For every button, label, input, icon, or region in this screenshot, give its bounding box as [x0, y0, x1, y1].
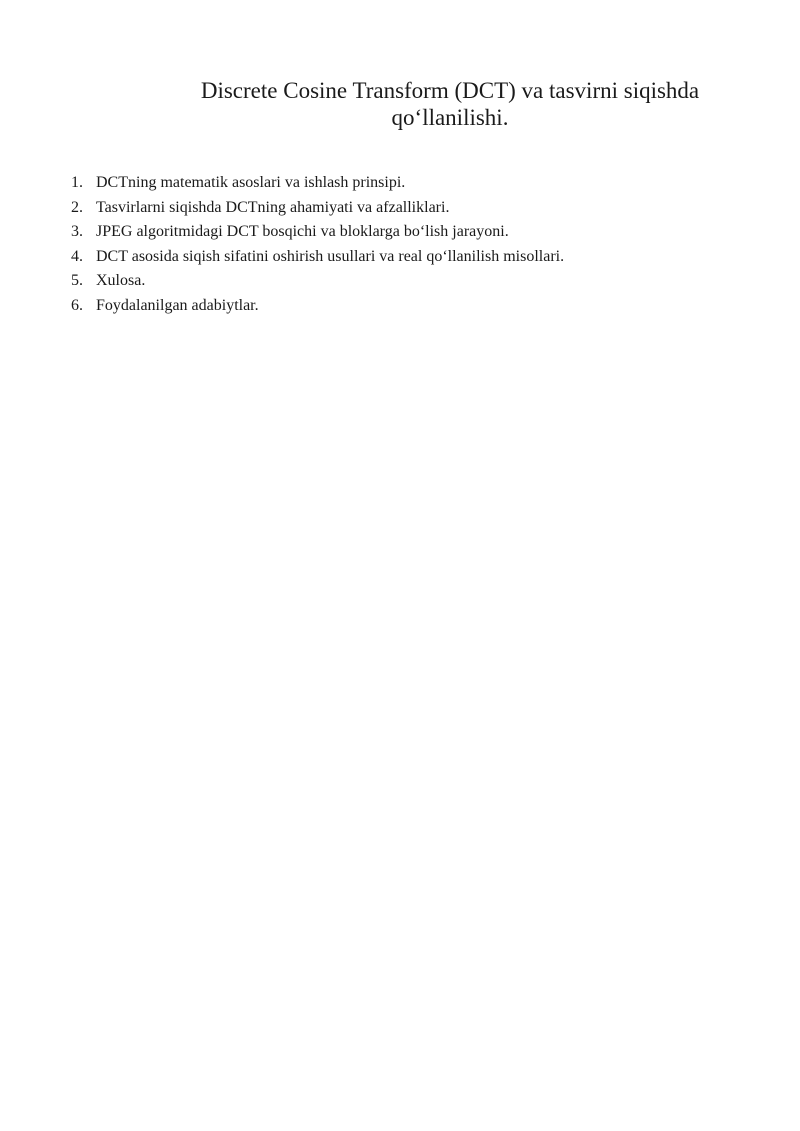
table-of-contents: [71, 171, 564, 319]
list-item-number: 6.: [71, 296, 83, 314]
list-item-text: DCT asosida siqish sifatini oshirish usullari va real qo‘llanilish misollari.: [96, 247, 565, 265]
list-item: [71, 196, 564, 221]
list-item: [71, 269, 564, 294]
list-item: [71, 171, 564, 196]
list-item-text: JPEG algoritmidagi DCT bosqichi va bloklarga bo‘lish jarayoni.: [96, 223, 509, 241]
list-item: [71, 245, 564, 270]
title-line-1: Discrete Cosine Transform (DCT) va tasvirni siqishda: [200, 78, 700, 103]
list-item-text: Foydalanilgan adabiytlar.: [96, 296, 259, 314]
list-item-number: 3.: [71, 223, 83, 241]
list-item: [71, 220, 564, 245]
list-item-number: 2.: [71, 198, 83, 216]
list-item-text: Xulosa.: [96, 272, 146, 290]
list-item-text: DCTning matematik asoslari va ishlash prinsipi.: [96, 174, 406, 191]
list-item-number: 4.: [71, 247, 83, 265]
list-item: [71, 294, 564, 319]
title-line-2: qo‘llanilishi.: [391, 105, 509, 130]
list-item-number: 1.: [71, 174, 83, 191]
list-item-text: Tasvirlarni siqishda DCTning ahamiyati va afzalliklari.: [96, 198, 450, 216]
page-title: [170, 77, 730, 131]
list-item-number: 5.: [71, 272, 83, 290]
